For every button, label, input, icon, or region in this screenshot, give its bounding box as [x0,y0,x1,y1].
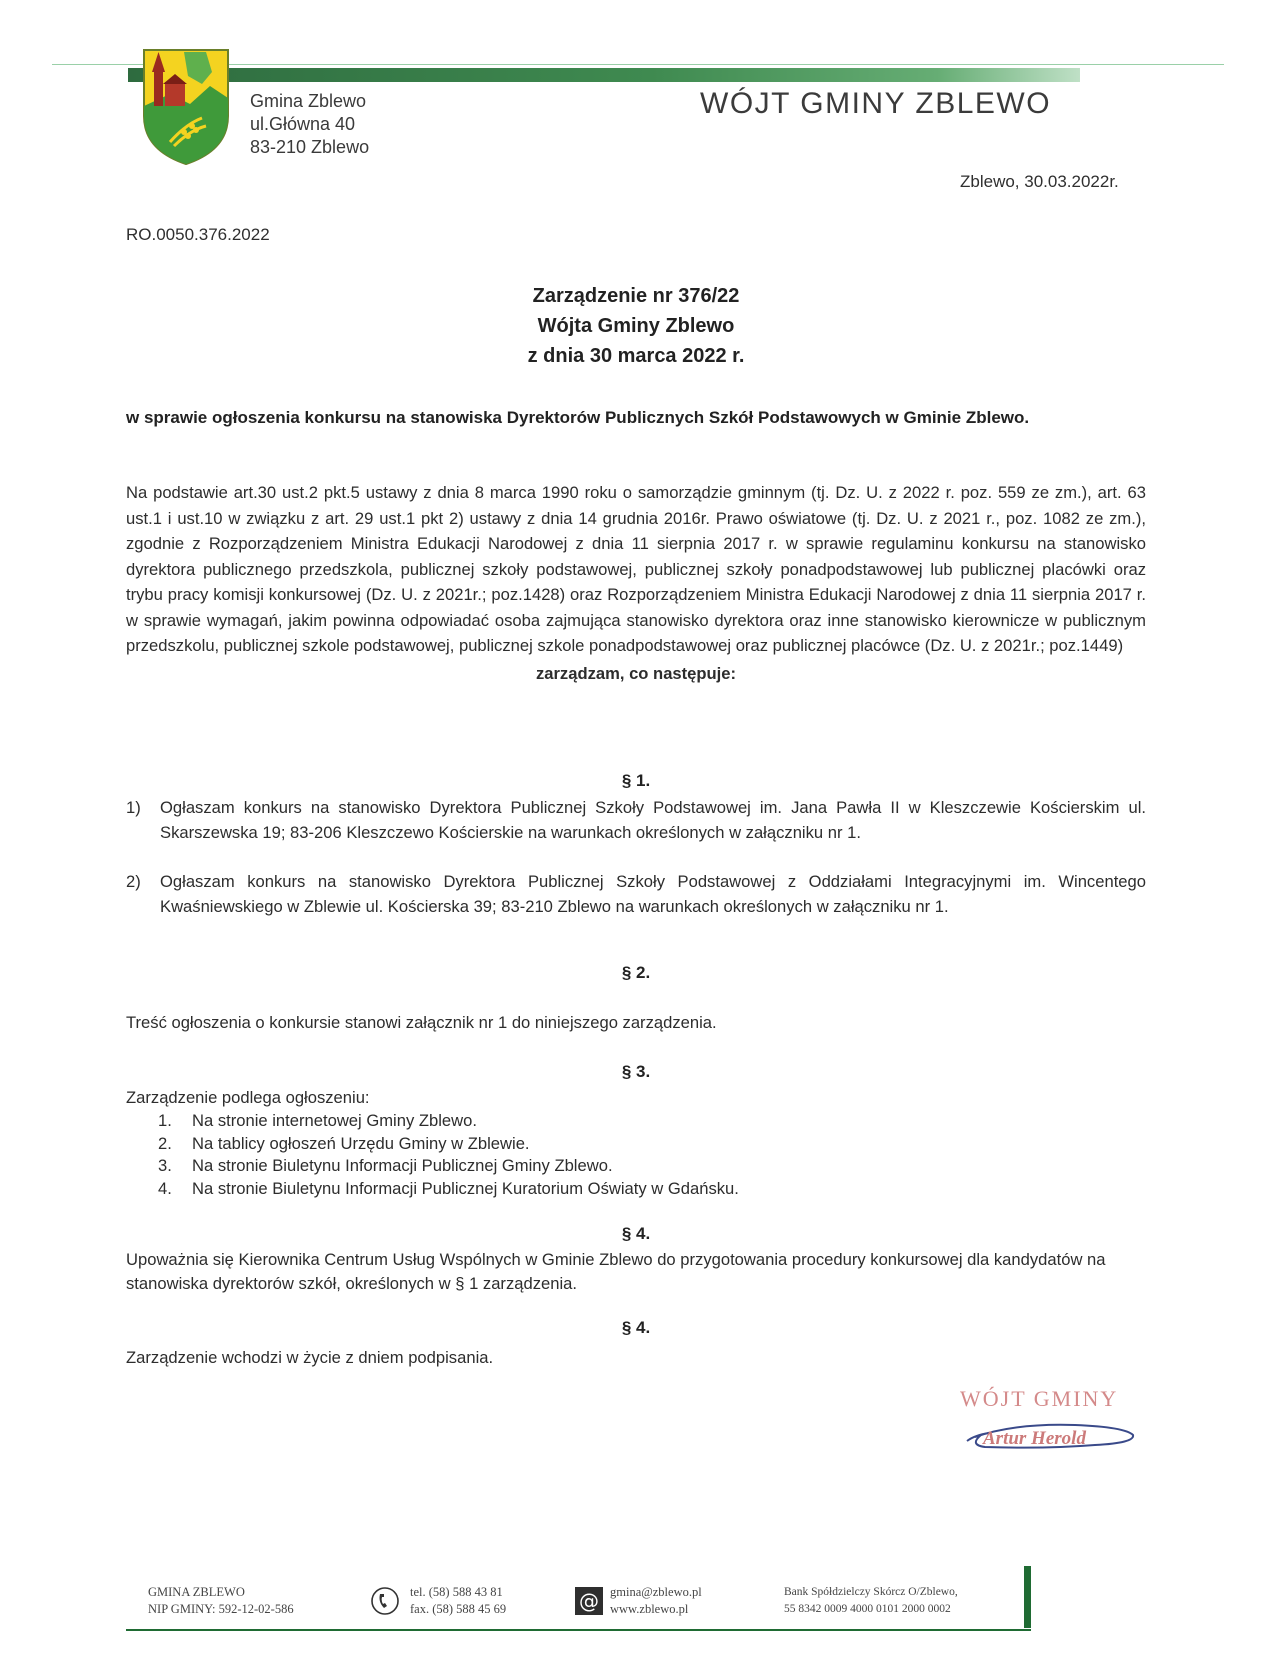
title-line: Zarządzenie nr 376/22 [532,285,740,307]
footer-org-line: GMINA ZBLEWO [148,1585,245,1599]
list-item [158,1178,739,1201]
list-text: Na stronie Biuletynu Informacji Publicznej Gminy Zblewo. [192,1156,613,1175]
footer-phone [410,1584,506,1618]
list-number: 3. [158,1156,172,1175]
footer-bank-name: Bank Spółdzielczy Skórcz O/Zblewo, [784,1586,958,1598]
section-4b-heading: § 4. [621,1318,651,1337]
footer-bottom-line [126,1629,1031,1631]
footer-fax-line: fax. (58) 588 45 69 [410,1602,507,1616]
footer-web [610,1584,702,1618]
footer-phone-line: tel. (58) 588 43 81 [410,1585,503,1599]
legal-basis-text: Na podstawie art.30 ust.2 pkt.5 ustawy z dnia 8 marca 1990 roku o samorządzie gminnym (tj. Dz. U. z 2022 r. poz. 559 ze zm.), art. 63 ust.1 i ust.10 w związku z art. 29 ust.1 pkt 2) ustawy z dnia 14 grudnia 2016r. Prawo oświatowe (tj. Dz. U. z 2021 r., poz. 1082 ze zm.), zgodnie z Rozporządzeniem Ministra Edukacji Narodowej z dnia 11 sierpnia 2017 r. w sprawie regulaminu konkursu na stanowisko dyrektora publicznego przedszkola, publicznej szkoły podstawowej, publicznej szkoły ponadpodstawowej lub publicznej placówki oraz trybu pracy komisji konkursowej (Dz. U. z 2021r.; poz.1428) oraz Rozporządzeniem Ministra Edukacji Narodowej z dnia 11 sierpnia 2017 r. w sprawie wymagań, jakim powinna odpowiadać osoba zajmująca stanowisko dyrektora oraz inne stanowisko kierownicze w publicznym przedszkolu, publicznej szkole podstawowej, publicznej szkole ponadpodstawowej oraz publicznej placówce (Dz. U. z 2021r.; poz.1449) [126,483,1146,655]
address-line: ul.Główna 40 [250,114,356,134]
list-item [158,1110,739,1133]
list-number: 1. [158,1111,172,1130]
footer-email[interactable]: gmina@zblewo.pl [610,1585,702,1599]
footer-bank [784,1584,958,1618]
stamp-title: WÓJT GMINY [960,1386,1119,1411]
section-1-item [126,795,1146,845]
section-3-heading: § 3. [621,1062,651,1081]
list-text: Na tablicy ogłoszeń Urzędu Gminy w Zblewie. [192,1133,530,1153]
municipality-crest-icon [140,46,232,168]
address-line: 83-210 Zblewo [250,137,370,157]
address-line: Gmina Zblewo [250,91,367,111]
title-line: Wójta Gminy Zblewo [537,315,735,337]
legal-basis [126,480,1146,686]
section-2-heading: § 2. [621,963,651,982]
item-text: Ogłaszam konkurs na stanowisko Dyrektora Publicznej Szkoły Podstawowej z Oddziałami Integracyjnymi im. Wincentego Kwaśniewskiego w Zblewie ul. Kościerska 39; 83-210 Zblewo na warunkach określonych w załączniku nr 1. [160,872,1146,916]
item-number: 2) [126,872,141,891]
list-number: 4. [158,1178,172,1198]
footer-org-line: NIP GMINY: 592-12-02-586 [148,1602,294,1616]
section-1-heading: § 1. [621,771,651,790]
phone-icon [370,1586,400,1616]
list-text: Na stronie internetowej Gminy Zblewo. [192,1111,477,1130]
place-date: Zblewo, 30.03.2022r. [960,172,1119,191]
stamp-name: Artur Herold [983,1428,1086,1449]
list-item [158,1133,739,1156]
publication-list [158,1110,739,1200]
footer-organization [148,1584,294,1618]
section-3-intro: Zarządzenie podlega ogłoszeniu: [126,1088,370,1107]
svg-text:@: @ [579,1589,599,1613]
office-title: WÓJT GMINY ZBLEWO [700,87,1052,120]
footer-vertical-bar [1024,1566,1031,1628]
list-number: 2. [158,1133,172,1153]
email-icon [574,1586,604,1616]
reference-number: RO.0050.376.2022 [126,225,270,244]
item-number: 1) [126,798,141,817]
document-title [126,281,1146,371]
document-subject: w sprawie ogłoszenia konkursu na stanowiska Dyrektorów Publicznych Szkół Podstawowych w Gminie Zblewo. [126,408,1030,427]
list-text: Na stronie Biuletynu Informacji Publicznej Kuratorium Oświaty w Gdańsku. [192,1178,739,1198]
title-line: z dnia 30 marca 2022 r. [527,345,745,367]
section-2-text: Treść ogłoszenia o konkursie stanowi załącznik nr 1 do niniejszego zarządzenia. [126,1013,717,1032]
footer-bank-account: 55 8342 0009 4000 0101 2000 0002 [784,1603,951,1615]
section-4b-text: Zarządzenie wchodzi w życie z dniem podpisania. [126,1348,494,1367]
header-address [250,90,369,159]
section-1-item [126,869,1146,919]
list-item [158,1155,739,1178]
section-4-heading: § 4. [621,1224,651,1243]
footer-website[interactable]: www.zblewo.pl [610,1602,689,1616]
header-green-bar [128,68,1080,82]
decree-phrase: zarządzam, co następuje: [535,663,737,683]
item-text: Ogłaszam konkurs na stanowisko Dyrektora Publicznej Szkoły Podstawowej im. Jana Pawła II w Kleszczewie Kościerskim ul. Skarszewska 19; 83-206 Kleszczewo Kościerskie na warunkach określonych w załączniku nr 1. [160,798,1146,842]
section-4-text: Upoważnia się Kierownika Centrum Usług Wspólnych w Gminie Zblewo do przygotowania procedury konkursowej dla kandydatów na stanowiska dyrektorów szkół, określonych w § 1 zarządzenia. [126,1250,1106,1293]
